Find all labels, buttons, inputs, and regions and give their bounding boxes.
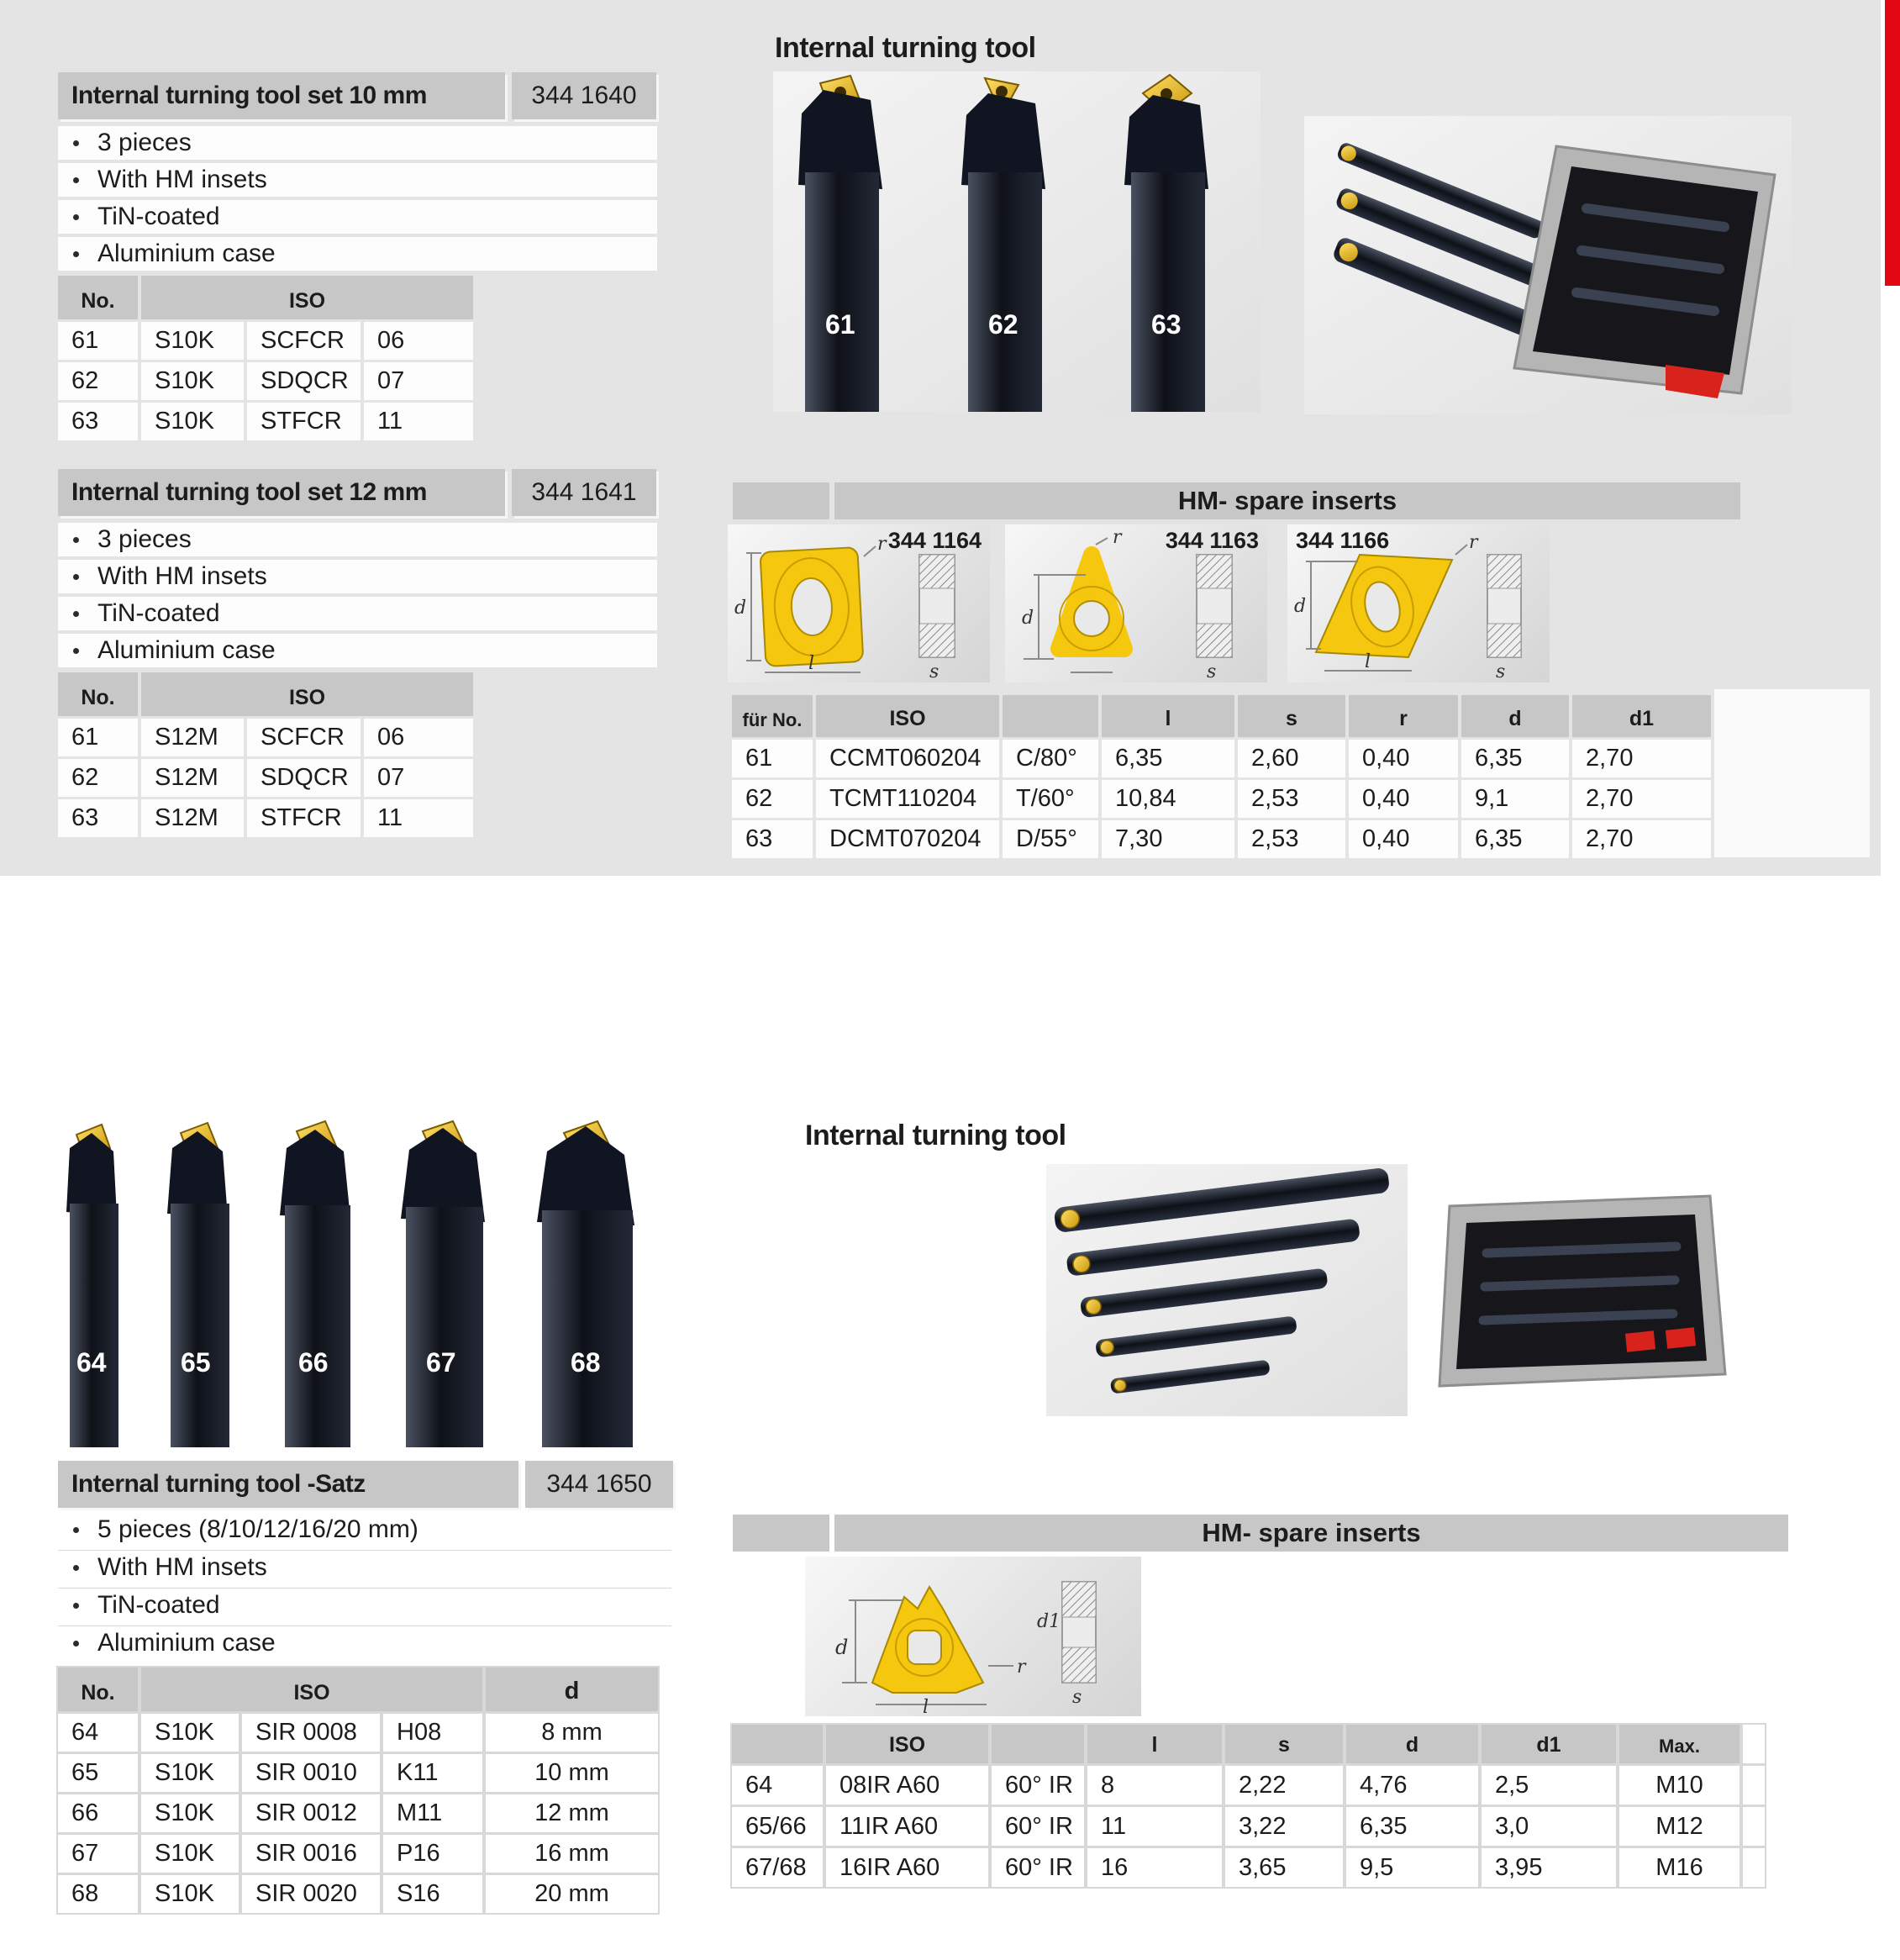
dim-l: l — [1365, 651, 1371, 672]
cell: 3,0 — [1482, 1807, 1616, 1846]
cell: STFCR — [247, 799, 361, 837]
cell: SDQCR — [247, 362, 361, 400]
cell: DCMT070204 — [816, 820, 999, 858]
tool-number-label: 64 — [76, 1347, 107, 1378]
cell: SIR 0010 — [242, 1754, 380, 1792]
table-row — [58, 719, 473, 756]
bar-set-photo — [1046, 1164, 1408, 1416]
dim-r: r — [1017, 1657, 1026, 1678]
col-s: s — [1238, 695, 1345, 737]
product2-table — [58, 672, 473, 837]
side-panel — [1714, 689, 1870, 857]
feature-text: Aluminium case — [97, 1629, 276, 1657]
col-d: d — [1461, 695, 1569, 737]
cell: 67 — [58, 1835, 138, 1873]
dim-l: l — [808, 653, 815, 674]
hm-inserts-header-bottom — [733, 1515, 1788, 1552]
table-row — [732, 780, 1711, 818]
cell: 0,40 — [1349, 780, 1458, 818]
bullet-dot-icon — [73, 611, 79, 617]
feature-text: 3 pieces — [97, 525, 192, 553]
cell: 63 — [58, 799, 138, 837]
dim-s: s — [1496, 661, 1506, 682]
table-row — [58, 1714, 658, 1752]
cell: 3,95 — [1482, 1848, 1616, 1887]
cell: 20 mm — [486, 1875, 658, 1913]
cell: D/55° — [1003, 820, 1098, 858]
hm-inserts-title: HM- spare inserts — [834, 482, 1740, 519]
cell: T/60° — [1003, 780, 1098, 818]
insert-diagram-threading — [805, 1557, 1141, 1716]
table-row — [732, 1807, 1765, 1846]
spare-inserts-table-bottom — [730, 1723, 1766, 1889]
product1-header — [58, 72, 656, 119]
red-key — [1625, 1330, 1655, 1351]
cell: 60° IR — [992, 1807, 1084, 1846]
tool-shaft — [805, 172, 879, 412]
cell: 10 mm — [486, 1754, 658, 1792]
cell: 16IR A60 — [826, 1848, 988, 1887]
table-row — [58, 322, 473, 360]
cell-spacer — [1743, 1807, 1765, 1846]
feature-row — [58, 163, 657, 197]
cell: 2,5 — [1482, 1766, 1616, 1805]
product3-part-number: 344 1650 — [525, 1461, 673, 1508]
cell: SIR 0012 — [242, 1794, 380, 1832]
tool-shaft — [968, 172, 1042, 412]
page-edge-tab — [1885, 0, 1900, 286]
tool-number-label: 67 — [426, 1347, 456, 1378]
col-iso: ISO — [826, 1725, 988, 1763]
product1-part-number: 344 1640 — [512, 72, 656, 119]
cell: 0,40 — [1349, 820, 1458, 858]
col-l: l — [1087, 1725, 1222, 1763]
dim-l: l — [923, 1697, 929, 1716]
section-title-top: Internal turning tool — [775, 32, 1036, 64]
cell: 16 mm — [486, 1835, 658, 1873]
case-photo — [1304, 116, 1792, 414]
feature-text: TiN-coated — [97, 1591, 220, 1619]
product3-header — [58, 1461, 673, 1508]
table-header-row — [732, 1725, 1765, 1763]
table-row — [732, 740, 1711, 777]
product1-title: Internal turning tool set 10 mm — [58, 72, 505, 119]
cell: 9,1 — [1461, 780, 1569, 818]
cell: 67/68 — [732, 1848, 823, 1887]
table-row — [58, 1754, 658, 1792]
bullet-dot-icon — [73, 1565, 79, 1571]
insert-diagram-tcmt — [1005, 524, 1267, 682]
bullet-dot-icon — [73, 1527, 79, 1533]
feature-text: Aluminium case — [97, 636, 276, 664]
cell: S12M — [141, 719, 244, 756]
insert-part-number: 344 1166 — [1296, 528, 1390, 553]
cell: 2,70 — [1572, 820, 1711, 858]
dim-r: r — [1469, 532, 1478, 553]
col-d1: d1 — [1572, 695, 1711, 737]
col-spacer — [1743, 1725, 1765, 1763]
insert-diagram-ccmt — [728, 524, 990, 682]
tool-number-label: 66 — [298, 1347, 329, 1378]
dim-d1: d1 — [1037, 1611, 1061, 1632]
bullet-dot-icon — [73, 1603, 79, 1609]
boring-bars-photo — [773, 71, 1261, 412]
col-d1: d1 — [1482, 1725, 1616, 1763]
dim-d: d — [1022, 608, 1034, 629]
col-d: d — [486, 1668, 658, 1711]
cell: 2,60 — [1238, 740, 1345, 777]
cell-spacer — [1743, 1766, 1765, 1805]
feature-row — [58, 1513, 671, 1546]
product3-title: Internal turning tool -Satz — [58, 1461, 518, 1508]
cell: S10K — [141, 362, 244, 400]
col-iso: ISO — [141, 672, 473, 716]
cell: 2,70 — [1572, 780, 1711, 818]
cell: 65 — [58, 1754, 138, 1792]
dim-s: s — [929, 661, 939, 682]
product2-part-number: 344 1641 — [512, 469, 656, 516]
feature-row — [58, 1550, 671, 1584]
bar-64 — [66, 1125, 118, 1447]
cell: H08 — [383, 1714, 482, 1752]
cell: S10K — [141, 1754, 239, 1792]
product3-table — [56, 1666, 660, 1915]
bullet-dot-icon — [73, 251, 79, 257]
cell: 9,5 — [1346, 1848, 1478, 1887]
cell: 64 — [732, 1766, 823, 1805]
col-blank — [732, 1725, 823, 1763]
cell: SIR 0016 — [242, 1835, 380, 1873]
cell: 07 — [364, 362, 473, 400]
cell: 66 — [58, 1794, 138, 1832]
cell: 60° IR — [992, 1766, 1084, 1805]
insert-part-number: 344 1164 — [887, 528, 982, 553]
cell: 8 mm — [486, 1714, 658, 1752]
feature-row — [58, 126, 657, 160]
cell: CCMT060204 — [816, 740, 999, 777]
case — [1514, 146, 1775, 398]
col-d: d — [1346, 1725, 1478, 1763]
col-l: l — [1102, 695, 1234, 737]
dim-r: r — [877, 534, 887, 555]
cell: 08IR A60 — [826, 1766, 988, 1805]
cell: 4,76 — [1346, 1766, 1478, 1805]
cell: 62 — [58, 362, 138, 400]
cell: 12 mm — [486, 1794, 658, 1832]
cell: 6,35 — [1102, 740, 1234, 777]
header-side-cell — [733, 482, 829, 519]
cell: M11 — [383, 1794, 482, 1832]
col-iso: ISO — [141, 1668, 482, 1711]
cell: 07 — [364, 759, 473, 797]
tool-number-label: 61 — [825, 309, 855, 340]
cell: K11 — [383, 1754, 482, 1792]
red-key — [1666, 1327, 1696, 1348]
cell: 3,65 — [1225, 1848, 1343, 1887]
feature-row — [58, 1588, 671, 1622]
boring-bar-62 — [961, 78, 1045, 412]
cell: 61 — [732, 740, 813, 777]
cell: 11 — [364, 403, 473, 440]
cell: 7,30 — [1102, 820, 1234, 858]
table-row — [58, 403, 473, 440]
product2-features — [58, 523, 657, 667]
feature-text: Aluminium case — [97, 240, 276, 267]
cell: S10K — [141, 403, 244, 440]
table-row — [58, 759, 473, 797]
cell-spacer — [1743, 1848, 1765, 1887]
feature-row — [58, 634, 657, 667]
cell: S12M — [141, 799, 244, 837]
dim-r: r — [1113, 527, 1122, 548]
bar-67 — [401, 1121, 485, 1447]
cell: SCFCR — [247, 719, 361, 756]
tool-shaft — [1131, 172, 1205, 412]
bullet-dot-icon — [73, 537, 79, 543]
bullet-dot-icon — [73, 140, 79, 146]
feature-row — [58, 200, 657, 234]
bullet-dot-icon — [73, 214, 79, 220]
table-header-row — [732, 695, 1711, 737]
bar-65 — [167, 1123, 229, 1447]
cell: 60° IR — [992, 1848, 1084, 1887]
table-row — [58, 1794, 658, 1832]
col-fuer-no: für No. — [732, 695, 813, 737]
col-r: r — [1349, 695, 1458, 737]
bullet-dot-icon — [73, 648, 79, 654]
tool-number-label: 63 — [1151, 309, 1182, 340]
cell: 68 — [58, 1875, 138, 1913]
tool-number-label: 62 — [988, 309, 1018, 340]
dim-s: s — [1207, 661, 1217, 682]
cell: M10 — [1619, 1766, 1739, 1805]
feature-row — [58, 560, 657, 593]
cell: SDQCR — [247, 759, 361, 797]
cell: 2,53 — [1238, 780, 1345, 818]
header-side-cell — [733, 1515, 829, 1552]
col-blank — [1003, 695, 1098, 737]
cell: 11IR A60 — [826, 1807, 988, 1846]
cell: 16 — [1087, 1848, 1222, 1887]
cell: 65/66 — [732, 1807, 823, 1846]
cell: M12 — [1619, 1807, 1739, 1846]
cell: 10,84 — [1102, 780, 1234, 818]
table-row — [732, 1848, 1765, 1887]
product3-features — [58, 1513, 671, 1660]
feature-text: With HM insets — [97, 166, 267, 193]
cell: 62 — [58, 759, 138, 797]
cell: 64 — [58, 1714, 138, 1752]
cell: S16 — [383, 1875, 482, 1913]
case-photo-bottom — [1416, 1172, 1735, 1416]
cell: 63 — [58, 403, 138, 440]
table-row — [58, 1835, 658, 1873]
table-row — [732, 1766, 1765, 1805]
spare-inserts-table-top — [732, 695, 1711, 858]
cell: P16 — [383, 1835, 482, 1873]
col-no: No. — [58, 276, 138, 319]
cell: 6,35 — [1461, 820, 1569, 858]
col-no: No. — [58, 672, 138, 716]
feature-row — [58, 237, 657, 271]
cell: 11 — [364, 799, 473, 837]
dim-d: d — [734, 598, 747, 619]
bar-66 — [280, 1121, 350, 1447]
dim-d: d — [1294, 596, 1307, 617]
cell: 11 — [1087, 1807, 1222, 1846]
section-title-bottom: Internal turning tool — [805, 1120, 1066, 1151]
table-row — [58, 362, 473, 400]
cell: S10K — [141, 1875, 239, 1913]
cell: SCFCR — [247, 322, 361, 360]
cell: 6,35 — [1346, 1807, 1478, 1846]
tool-number-label: 68 — [571, 1347, 601, 1378]
product2-header — [58, 469, 656, 516]
cell: S10K — [141, 1794, 239, 1832]
table-row — [58, 1875, 658, 1913]
cell: 8 — [1087, 1766, 1222, 1805]
tool-number-label: 65 — [181, 1347, 211, 1378]
col-s: s — [1225, 1725, 1343, 1763]
cell: 06 — [364, 322, 473, 360]
feature-text: 3 pieces — [97, 129, 192, 156]
bullet-dot-icon — [73, 1641, 79, 1647]
cell: 61 — [58, 719, 138, 756]
table-header-row — [58, 276, 473, 319]
product1-table — [58, 276, 473, 440]
table-header-row — [58, 672, 473, 716]
dim-d: d — [835, 1636, 849, 1659]
product1-features — [58, 126, 657, 271]
cell: 61 — [58, 322, 138, 360]
col-iso: ISO — [816, 695, 999, 737]
cell: TCMT110204 — [816, 780, 999, 818]
boring-bar-61 — [798, 76, 882, 412]
cell: SIR 0008 — [242, 1714, 380, 1752]
col-blank — [992, 1725, 1084, 1763]
cell: 3,22 — [1225, 1807, 1343, 1846]
cell: 6,35 — [1461, 740, 1569, 777]
insert-part-number: 344 1163 — [1165, 528, 1259, 553]
boring-bar-63 — [1124, 75, 1208, 412]
feature-text: With HM insets — [97, 1553, 267, 1581]
col-iso: ISO — [141, 276, 473, 319]
feature-text: 5 pieces (8/10/12/16/20 mm) — [97, 1515, 418, 1543]
cell: S12M — [141, 759, 244, 797]
feature-row — [58, 1625, 671, 1660]
cell: 63 — [732, 820, 813, 858]
cell: S10K — [141, 1714, 239, 1752]
cell: 2,53 — [1238, 820, 1345, 858]
product2-title: Internal turning tool set 12 mm — [58, 469, 505, 516]
feature-text: TiN-coated — [97, 203, 220, 230]
col-max: Max. — [1619, 1725, 1739, 1763]
table-header-row — [58, 1668, 658, 1711]
bar-68 — [537, 1121, 634, 1447]
col-no: No. — [58, 1668, 138, 1711]
cell: 62 — [732, 780, 813, 818]
threading-bars-photo — [58, 1120, 656, 1449]
bullet-dot-icon — [73, 177, 79, 183]
feature-row — [58, 597, 657, 630]
cell: C/80° — [1003, 740, 1098, 777]
feature-text: With HM insets — [97, 562, 267, 590]
cell: 0,40 — [1349, 740, 1458, 777]
table-row — [732, 820, 1711, 858]
cell: S10K — [141, 1835, 239, 1873]
cell: 2,70 — [1572, 740, 1711, 777]
hm-inserts-header-top — [733, 482, 1740, 519]
cell: SIR 0020 — [242, 1875, 380, 1913]
cell: STFCR — [247, 403, 361, 440]
cell: 2,22 — [1225, 1766, 1343, 1805]
hm-inserts-title: HM- spare inserts — [834, 1515, 1788, 1552]
feature-text: TiN-coated — [97, 599, 220, 627]
bullet-dot-icon — [73, 574, 79, 580]
cell: M16 — [1619, 1848, 1739, 1887]
insert-diagram-dcmt — [1287, 524, 1550, 682]
dim-s: s — [1072, 1687, 1082, 1708]
threading-insert-drawing — [805, 1557, 1141, 1716]
cell: 06 — [364, 719, 473, 756]
table-row — [58, 799, 473, 837]
feature-row — [58, 523, 657, 556]
cell: S10K — [141, 322, 244, 360]
